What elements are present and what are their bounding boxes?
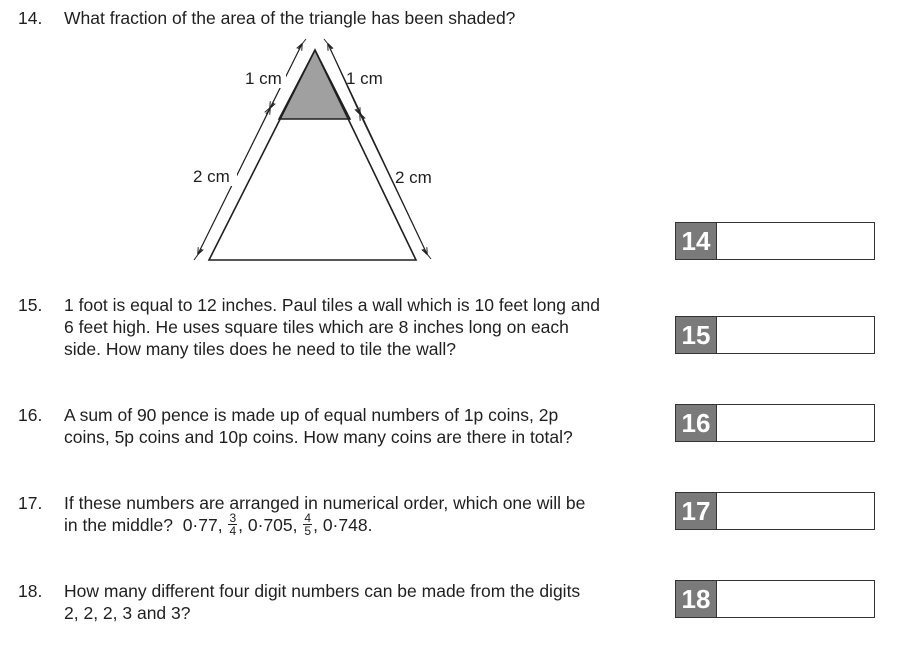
- question-15-line: 1 foot is equal to 12 inches. Paul tiles a wall which is 10 feet long and: [64, 295, 601, 315]
- question-18-number: 18.: [18, 581, 43, 601]
- left-tick-mid: [266, 103, 274, 114]
- question-17-line: If these numbers are arranged in numerical order, which one will be: [64, 493, 586, 513]
- answer-field-18[interactable]: [716, 581, 874, 617]
- fraction-three-quarters: [228, 512, 237, 537]
- answer-box-17: [675, 492, 875, 530]
- answer-box-18: [675, 580, 875, 618]
- right-tick-mid: [356, 109, 364, 119]
- answer-field-15[interactable]: [716, 317, 874, 353]
- answer-label-17: 17: [676, 493, 716, 529]
- shaded-region: [279, 50, 350, 119]
- answer-field-14[interactable]: [716, 223, 874, 259]
- question-17-number: 17.: [18, 493, 43, 513]
- triangle-diagram: [170, 34, 470, 274]
- question-14-text: [64, 7, 634, 29]
- answer-field-17[interactable]: [716, 493, 874, 529]
- label-left-bottom: 2 cm: [193, 167, 230, 186]
- label-left-top: 1 cm: [245, 69, 282, 88]
- answer-box-15: [675, 316, 875, 354]
- answer-label-14: 14: [676, 223, 716, 259]
- left-tick-top: [298, 39, 306, 49]
- question-15-text: [64, 294, 634, 360]
- value-0-705: 0·705,: [247, 515, 298, 536]
- fraction-numerator: 4: [304, 511, 312, 525]
- fraction-denominator: 5: [304, 524, 312, 538]
- question-15-line: 6 feet high. He uses square tiles which are 8 inches long on each: [64, 317, 569, 337]
- value-0-77: 0·77,: [182, 515, 223, 536]
- question-17-line-2: in the middle? 0·77, $\frac{3}{4}$ , 0·705, $\frac{4}{5}$ , 0·748.: [64, 511, 373, 538]
- answer-box-16: [675, 404, 875, 442]
- right-tick-top: [324, 39, 332, 49]
- label-right-top: 1 cm: [346, 69, 383, 88]
- right-tick-bottom: [423, 249, 431, 259]
- question-16-line: A sum of 90 pence is made up of equal numbers of 1p coins, 2p: [64, 405, 559, 425]
- answer-label-18: 18: [676, 581, 716, 617]
- answer-label-15: 15: [676, 317, 716, 353]
- value-0-748: 0·748.: [322, 515, 373, 536]
- question-15-number: 15.: [18, 295, 43, 315]
- answer-box-14: [675, 222, 875, 260]
- question-18-line: 2, 2, 2, 3 and 3?: [64, 603, 191, 623]
- question-14-line: What fraction of the area of the triangle has been shaded?: [64, 8, 516, 28]
- answer-label-16: 16: [676, 405, 716, 441]
- question-16-line: coins, 5p coins and 10p coins. How many coins are there in total?: [64, 427, 573, 447]
- fraction-numerator: 3: [229, 511, 237, 525]
- fraction-denominator: 4: [229, 524, 237, 538]
- question-17-text: [64, 492, 634, 539]
- question-17-prompt: in the middle?: [64, 515, 173, 536]
- answer-field-16[interactable]: [716, 405, 874, 441]
- question-18-text: [64, 580, 634, 624]
- label-right-bottom: 2 cm: [395, 168, 432, 187]
- left-tick-bottom: [194, 249, 202, 260]
- question-15-line: side. How many tiles does he need to tile the wall?: [64, 339, 457, 359]
- question-14-number: 14.: [18, 8, 43, 28]
- question-16-number: 16.: [18, 405, 43, 425]
- fraction-four-fifths: [303, 512, 312, 537]
- question-16-text: [64, 404, 634, 448]
- question-18-line: How many different four digit numbers can be made from the digits: [64, 581, 581, 601]
